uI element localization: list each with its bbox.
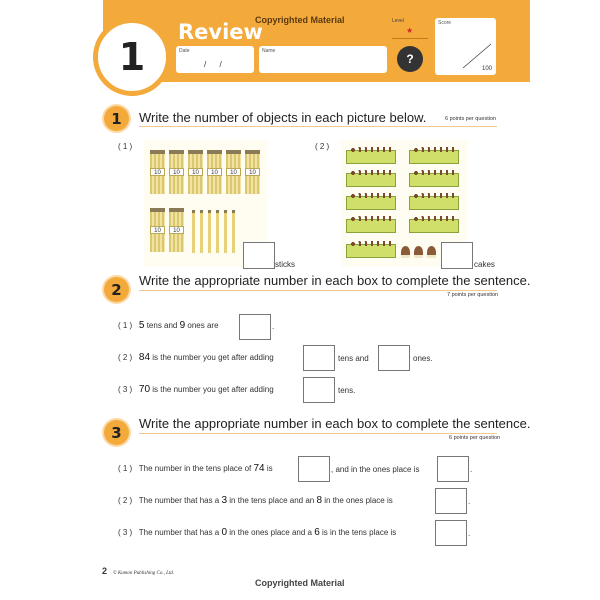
score-total: 100 (481, 66, 492, 72)
item-text: in the ones place and a (227, 528, 315, 537)
item-text: tens and (144, 321, 180, 330)
item-number: 84 (138, 352, 151, 363)
s3-1-period: . (470, 465, 473, 474)
review-number: 1 (93, 18, 171, 96)
s2-2-ones-box[interactable] (378, 345, 410, 371)
item-number: 5 (138, 320, 145, 331)
level-badge-icon: ? (397, 46, 423, 72)
date-label: Date (179, 48, 190, 54)
s3-3-answer-box[interactable] (435, 520, 467, 546)
single-stick (224, 210, 227, 253)
single-stick (192, 210, 195, 253)
ten-bundle (169, 208, 184, 252)
bundle-label: 10 (245, 168, 260, 176)
item-label: ( 3 ) (118, 385, 133, 394)
score-field[interactable] (435, 18, 496, 75)
ten-bundle (245, 150, 260, 194)
date-separators: / / (204, 60, 222, 69)
s3-1-tens-box[interactable] (298, 456, 330, 482)
item-number: 74 (253, 463, 265, 474)
section-2-rule (139, 290, 497, 291)
s2-2-tens-box[interactable] (303, 345, 335, 371)
sticks-unit: sticks (275, 260, 295, 269)
date-field[interactable] (176, 46, 254, 73)
sticks-answer-box[interactable] (243, 242, 275, 269)
level-label: Level (392, 18, 404, 24)
cake-box (346, 196, 396, 210)
s2-item-1 (118, 320, 219, 331)
item-number: 6 (314, 527, 320, 538)
cake-box (409, 173, 459, 187)
cakes-unit: cakes (474, 260, 495, 269)
item-number: 70 (138, 384, 151, 395)
score-label: Score (438, 20, 452, 26)
single-stick (208, 210, 211, 253)
name-label: Name (262, 48, 276, 54)
s3-1-text: , and in the ones place is (331, 465, 420, 474)
bundle-label: 10 (169, 168, 184, 176)
item-text: in the tens place and an (227, 496, 317, 505)
item-text: is in the tens place is (319, 528, 397, 537)
section-3-rule (139, 433, 497, 434)
single-stick (232, 210, 235, 253)
single-cake (401, 246, 410, 258)
s3-item-3 (118, 527, 396, 538)
item-number: 0 (221, 527, 228, 538)
copyright-watermark: Copyrighted Material (255, 15, 345, 25)
bundle-label: 10 (150, 168, 165, 176)
section-1-title: Write the number of objects in each picture below. (139, 110, 427, 125)
item-text: in the ones place is (322, 496, 393, 505)
s2-1-answer-box[interactable] (239, 314, 271, 340)
s2-3-end: tens. (338, 386, 356, 395)
s2-2-end: ones. (413, 354, 433, 363)
item-text: is the number you get after adding (150, 385, 274, 394)
cake-box (409, 196, 459, 210)
ten-bundle (207, 150, 222, 194)
section-2-points: 7 points per question (447, 292, 499, 298)
part-2-label: ( 2 ) (315, 142, 330, 151)
item-number: 9 (179, 320, 186, 331)
cakes-answer-box[interactable] (441, 242, 473, 269)
item-text: The number that has a (138, 528, 222, 537)
s3-item-2 (118, 495, 393, 506)
s3-3-period: . (468, 529, 471, 538)
item-number: 8 (316, 495, 323, 506)
copyright-footer: Copyrighted Material (255, 578, 345, 588)
section-1-points: 6 points per question (445, 116, 497, 122)
bundle-label: 10 (169, 226, 184, 234)
section-3-points: 6 points per question (449, 435, 501, 441)
s3-2-answer-box[interactable] (435, 488, 467, 514)
single-stick (216, 210, 219, 253)
ten-bundle (188, 150, 203, 194)
bundle-label: 10 (207, 168, 222, 176)
single-cake (427, 246, 436, 258)
s3-2-period: . (468, 497, 471, 506)
cake-box (409, 150, 459, 164)
s2-item-3 (118, 384, 274, 395)
ten-bundle (150, 208, 165, 252)
footer (102, 566, 174, 576)
item-label: ( 1 ) (118, 464, 133, 473)
s2-2-text: tens and (338, 354, 369, 363)
page-title: Review (178, 20, 263, 44)
s3-1-ones-box[interactable] (437, 456, 469, 482)
section-3-number: 3 (104, 420, 129, 445)
bundle-label: 10 (150, 226, 165, 234)
s2-1-period: . (272, 322, 275, 331)
item-text: is (264, 464, 273, 473)
ten-bundle (169, 150, 184, 194)
cake-box (346, 173, 396, 187)
bundle-label: 10 (226, 168, 241, 176)
name-field[interactable] (259, 46, 387, 73)
ten-bundle (226, 150, 241, 194)
publisher: © Kumon Publishing Co., Ltd. (112, 571, 175, 576)
bundle-label: 10 (188, 168, 203, 176)
cake-box (346, 219, 396, 233)
section-2-number: 2 (104, 277, 129, 302)
s2-3-tens-box[interactable] (303, 377, 335, 403)
cake-box (409, 219, 459, 233)
part-1-label: ( 1 ) (118, 142, 133, 151)
cake-box (346, 150, 396, 164)
item-label: ( 2 ) (118, 353, 133, 362)
level-divider (392, 38, 428, 39)
item-text: The number that has a (138, 496, 222, 505)
item-text: is the number you get after adding (150, 353, 274, 362)
item-label: ( 3 ) (118, 528, 133, 537)
s3-item-1 (118, 463, 273, 474)
item-label: ( 2 ) (118, 496, 133, 505)
single-stick (200, 210, 203, 253)
item-text: ones are (185, 321, 219, 330)
section-3-title: Write the appropriate number in each box to complete the sentence. (139, 416, 531, 431)
page-number: 2 (102, 566, 108, 576)
level-star-icon: ★ (406, 26, 414, 35)
section-1-number: 1 (104, 106, 129, 131)
ten-bundle (150, 150, 165, 194)
s2-item-2 (118, 352, 274, 363)
section-1-rule (139, 126, 497, 127)
cake-box (346, 244, 396, 258)
item-text: The number in the tens place of (138, 464, 254, 473)
single-cake (414, 246, 423, 258)
section-2-title: Write the appropriate number in each box to complete the sentence. (139, 273, 531, 288)
item-label: ( 1 ) (118, 321, 133, 330)
item-number: 3 (221, 495, 228, 506)
